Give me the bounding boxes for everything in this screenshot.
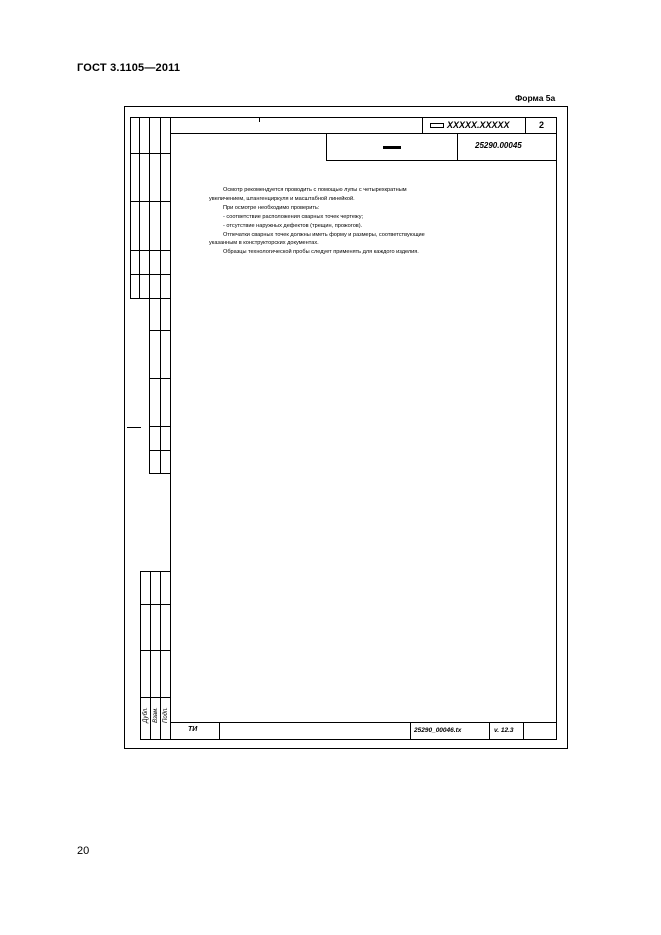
text-line: Образцы технологической пробы следует применять для каждого изделия. <box>223 249 419 256</box>
strip-row-line <box>149 450 170 451</box>
stamp-bottom-divider <box>219 722 220 739</box>
stamp-top-divider <box>326 133 327 160</box>
strip-row-line <box>149 378 170 379</box>
text-line: указанным в конструкторских документах. <box>209 240 319 247</box>
strip-row-line <box>149 473 170 474</box>
stamp-bottom-divider <box>523 722 524 739</box>
text-line: Отпечатки сварных точек должны иметь форму и размеры, соответствующие <box>223 231 425 238</box>
file-name: 25290_00046.tx <box>414 727 462 734</box>
page-number: 20 <box>77 845 90 857</box>
stamp-sheet-number: 2 <box>539 120 545 130</box>
fold-mark <box>127 427 141 428</box>
left-strip-line <box>160 117 161 473</box>
text-line: - отсутствие наружных дефектов (трещин, прожогов). <box>223 222 363 229</box>
stamp-tick-mark <box>259 117 260 122</box>
text-line: - соответствие расположения сварных точек чертежу; <box>223 213 364 220</box>
stamp-code: XXXXX.XXXXX <box>447 120 510 130</box>
dash-mark <box>383 146 401 149</box>
strip-row-line <box>130 250 170 251</box>
label-vzam: Взам. <box>153 707 159 723</box>
lower-strip-row <box>140 650 170 651</box>
stamp-bottom-line <box>140 739 557 740</box>
lower-strip-line <box>150 571 151 740</box>
stamp-bottom-divider <box>410 722 411 739</box>
left-strip-line <box>130 117 131 298</box>
strip-row-line <box>149 330 170 331</box>
text-line: При осмотре необходимо проверить: <box>223 204 320 211</box>
stamp-top-divider <box>457 133 458 160</box>
text-line: увеличением, штангенциркуля и масштабной линейкой. <box>209 195 355 202</box>
stamp-doc-number: 25290.00045 <box>475 141 522 150</box>
strip-row-line <box>130 153 170 154</box>
strip-row-line <box>130 274 170 275</box>
doc-type: ТИ <box>188 726 198 733</box>
version: v. 12.3 <box>494 727 514 734</box>
stamp-top-line <box>326 160 556 161</box>
left-strip-line <box>139 117 140 298</box>
label-dubl: Дубл. <box>143 707 149 723</box>
label-podp: Подп. <box>163 707 169 723</box>
code-box-icon <box>430 123 444 128</box>
stamp-top-divider <box>525 117 526 133</box>
stamp-bottom-divider <box>489 722 490 739</box>
lower-strip-line <box>140 571 141 740</box>
lower-strip-row <box>140 571 170 572</box>
lower-strip-row <box>140 604 170 605</box>
stamp-bottom-line <box>170 722 556 723</box>
instruction-text <box>209 186 529 257</box>
document-header: ГОСТ 3.1105—2011 <box>77 62 181 74</box>
top-border <box>130 117 557 118</box>
form-label: Форма 5а <box>515 93 556 103</box>
strip-row-line <box>149 426 170 427</box>
lower-strip-line <box>160 571 161 740</box>
content-left-border <box>170 117 171 740</box>
strip-row-line <box>130 201 170 202</box>
stamp-top-divider <box>422 117 423 133</box>
content-right-border <box>556 117 557 740</box>
stamp-top-line <box>170 133 556 134</box>
text-line: Осмотр рекомендуется проводить с помощью лупы с четырехкратным <box>223 187 407 193</box>
left-strip-line <box>149 117 150 473</box>
strip-row-line <box>130 298 170 299</box>
